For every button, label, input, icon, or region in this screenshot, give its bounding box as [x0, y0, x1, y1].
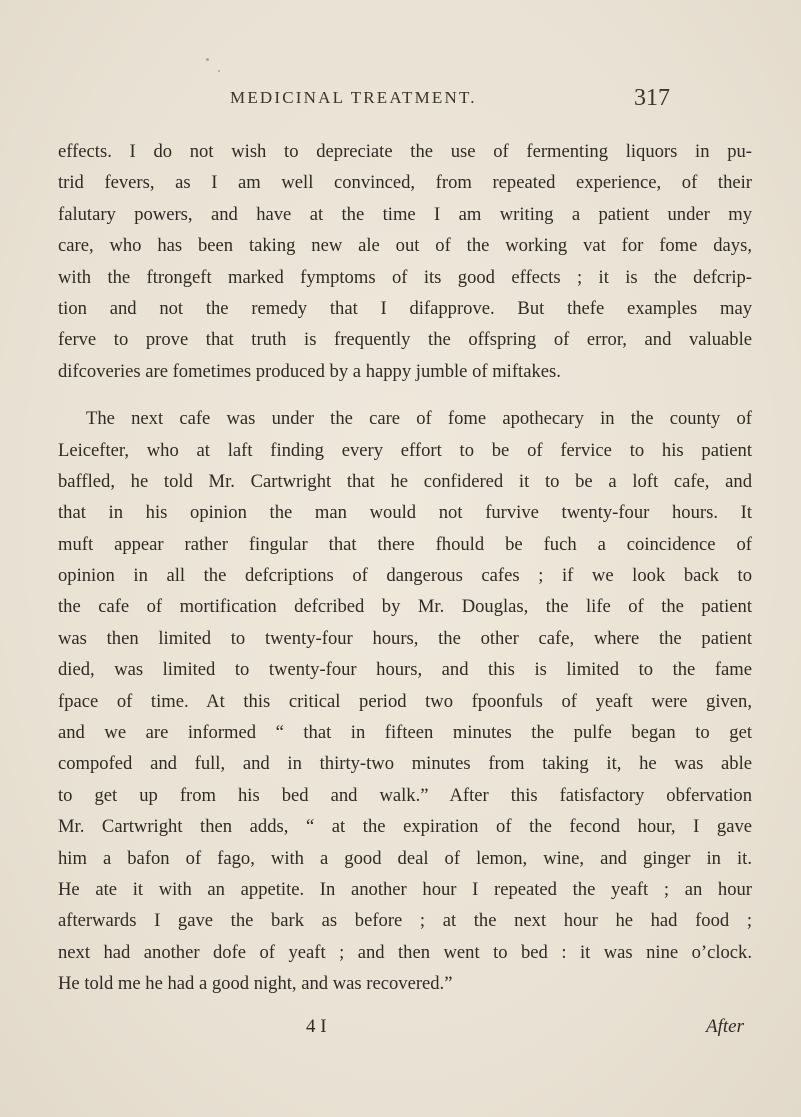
- text-line: Leicefter, who at laft finding every effort to be of fervice to his patient: [58, 439, 752, 461]
- page-footer: [58, 1016, 752, 1046]
- text-line: He told me he had a good night, and was recovered.”: [58, 973, 453, 995]
- text-line: the cafe of mortification defcribed by Mr. Douglas, the life of the patient: [58, 596, 752, 618]
- text-line: was then limited to twenty-four hours, the other cafe, where the patient: [58, 627, 752, 649]
- running-head: MEDICINAL TREATMENT.: [230, 88, 477, 107]
- paper-speck: [218, 70, 220, 72]
- text-line: tion and not the remedy that I difapprove. But thefe examples may: [58, 297, 752, 319]
- text-line: care, who has been taking new ale out of the working vat for fome days,: [58, 235, 752, 257]
- signature-mark: 4 I: [306, 1016, 327, 1037]
- text-line: muft appear rather fingular that there fhould be fuch a coincidence of: [58, 533, 752, 555]
- paragraph: [58, 136, 752, 387]
- text-line: compofed and full, and in thirty-two minutes from taking it, he was able: [58, 753, 752, 775]
- paragraph: [58, 403, 752, 999]
- text-line: next had another dofe of yeaft ; and then went to bed : it was nine o’clock.: [58, 941, 752, 963]
- text-line: baffled, he told Mr. Cartwright that he confidered it to be a loft cafe, and: [58, 470, 752, 492]
- text-line: and we are informed “ that in fifteen minutes the pulfe began to get: [58, 722, 752, 744]
- text-line: to get up from his bed and walk.” After this fatisfactory obfervation: [58, 784, 752, 806]
- text-line: died, was limited to twenty-four hours, and this is limited to the fame: [58, 659, 752, 681]
- text-line: opinion in all the defcriptions of dangerous cafes ; if we look back to: [58, 565, 752, 587]
- body-text: [58, 136, 752, 1000]
- text-line: trid fevers, as I am well convinced, from repeated experience, of their: [58, 172, 752, 194]
- text-line: ferve to prove that truth is frequently the offspring of error, and valuable: [58, 329, 752, 351]
- text-line: falutary powers, and have at the time I am writing a patient under my: [58, 203, 752, 225]
- text-line: him a bafon of fago, with a good deal of lemon, wine, and ginger in it.: [58, 847, 752, 869]
- paper-speck: [206, 58, 209, 61]
- text-line: fpace of time. At this critical period two fpoonfuls of yeaft were given,: [58, 690, 752, 712]
- text-line: difcoveries are fometimes produced by a happy jumble of miftakes.: [58, 360, 561, 382]
- paragraph-gap: [58, 387, 752, 403]
- text-line: The next cafe was under the care of fome apothecary in the county of: [86, 408, 752, 430]
- text-line: Mr. Cartwright then adds, “ at the expiration of the fecond hour, I gave: [58, 816, 752, 838]
- catchword: After: [706, 1016, 744, 1037]
- text-line: that in his opinion the man would not furvive twenty-four hours. It: [58, 502, 752, 524]
- text-line: afterwards I gave the bark as before ; at the next hour he had food ;: [58, 910, 752, 932]
- page-number: 317: [634, 85, 670, 111]
- text-line: He ate it with an appetite. In another hour I repeated the yeaft ; an hour: [58, 878, 752, 900]
- text-line: effects. I do not wish to depreciate the use of fermenting liquors in pu-: [58, 141, 752, 162]
- page-header: [230, 85, 670, 118]
- text-line: with the ftrongeft marked fymptoms of its good effects ; it is the defcrip-: [58, 266, 752, 288]
